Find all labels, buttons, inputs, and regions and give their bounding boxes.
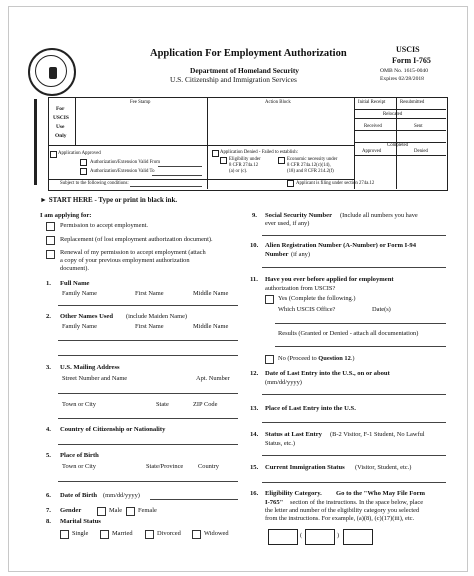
q15-label: Current Immigration Status [265, 464, 345, 471]
q16-label-c: I-765" [265, 499, 284, 506]
resubmitted-label: Resubmitted [400, 100, 425, 105]
q15-number: 15. [250, 464, 259, 471]
q7-number: 7. [46, 507, 51, 514]
filing-under-label: Applicant is filing under section 274a.12 [296, 181, 375, 186]
q2-note: (include Maiden Name) [126, 313, 188, 320]
place-of-birth-field[interactable] [58, 481, 238, 482]
male-checkbox[interactable] [97, 507, 106, 516]
category-box-1[interactable] [268, 529, 298, 545]
valid-to-checkbox[interactable] [80, 168, 87, 175]
married-label: Married [112, 530, 133, 537]
first-name-label-2: First Name [135, 323, 164, 330]
q11-label: Have you ever before applied for employment [265, 276, 394, 283]
results-label: Results (Granted or Denied - attach all documentation) [278, 330, 419, 337]
widowed-label: Widowed [204, 530, 229, 537]
q8-label: Marital Status [60, 518, 101, 525]
q16-label: Eligibility Category. [265, 490, 322, 497]
q2-label: Other Names Used [60, 313, 113, 320]
dhs-seal-icon [28, 48, 76, 96]
town-label: Town or City [62, 401, 96, 408]
q9-note-2: ever used, if any) [265, 220, 310, 227]
valid-from-label: Authorization/Extension Valid From [90, 160, 160, 165]
q3-number: 3. [46, 364, 51, 371]
q16-label-b: Go to the "Who May File Form [336, 490, 425, 497]
action-block-label: Action Block [265, 100, 291, 105]
widowed-checkbox[interactable] [192, 530, 201, 539]
q16-number: 16. [250, 490, 259, 497]
q4-label: Country of Citizenship or Nationality [60, 426, 166, 433]
q9-note: (Include all numbers you have [340, 212, 418, 219]
family-name-label-2: Family Name [62, 323, 97, 330]
category-box-3[interactable] [343, 529, 373, 545]
office-box-bar [34, 99, 37, 185]
valid-from-checkbox[interactable] [80, 159, 87, 166]
no-checkbox[interactable] [265, 355, 274, 364]
approved-label: Approved [362, 149, 382, 154]
omb-number: OMB No. 1615-0040 [380, 68, 429, 74]
female-checkbox[interactable] [126, 507, 135, 516]
q10-number: 10. [250, 242, 259, 249]
q14-note-2: Status, etc.) [265, 440, 295, 447]
replacement-label: Replacement (of lost employment authorization document). [60, 236, 213, 243]
app-denied-label: Application Denied - Failed to establish: [220, 150, 298, 155]
q4-number: 4. [46, 426, 51, 433]
completed-label: Completed [387, 143, 409, 148]
dates-label: Date(s) [372, 306, 391, 313]
q3-label: U.S. Mailing Address [60, 364, 120, 371]
ssn-field[interactable] [262, 235, 446, 236]
fee-stamp-label: Fee Stamp [130, 100, 151, 105]
app-approved-label: Application Approved [58, 151, 101, 156]
q11-number: 11. [250, 276, 258, 283]
state-province-label: State/Province [146, 463, 184, 470]
cfr-a-label: 8 CFR 274a.12 [229, 163, 259, 168]
form-page [8, 6, 468, 572]
replacement-checkbox[interactable] [46, 236, 55, 245]
which-office-label: Which USCIS Office? [278, 306, 336, 313]
office-label-4: Only [55, 133, 67, 139]
q5-label: Place of Birth [60, 452, 99, 459]
yes-label: Yes (Complete the following.) [278, 295, 356, 302]
expiration-date: Expires 02/28/2018 [380, 76, 424, 82]
male-label: Male [109, 507, 123, 514]
q14-label: Status at Last Entry [265, 431, 322, 438]
q13-number: 13. [250, 405, 259, 412]
category-close-paren: ) [337, 532, 340, 539]
q6-label: Date of Birth [60, 492, 97, 499]
birth-town-label: Town or City [62, 463, 96, 470]
citizenship-field[interactable] [58, 444, 238, 445]
office-label-2: USCIS [53, 115, 69, 121]
q1-number: 1. [46, 280, 51, 287]
agency-name: U.S. Citizenship and Immigration Services [170, 75, 297, 84]
form-title: Application For Employment Authorization [150, 48, 347, 59]
q16-line-e: the letter and number of the eligibility category you selected [265, 507, 420, 514]
q10-label-2: Number [265, 251, 289, 258]
relocated-label: Relocated [383, 112, 403, 117]
filing-under-checkbox[interactable] [287, 180, 294, 187]
received-label: Received [364, 124, 382, 129]
single-label: Single [72, 530, 89, 537]
q2-number: 2. [46, 313, 51, 320]
approved-checkbox[interactable] [50, 151, 57, 158]
single-checkbox[interactable] [60, 530, 69, 539]
street-label: Street Number and Name [62, 375, 128, 382]
start-here-label: ► START HERE - Type or print in black ink. [40, 196, 178, 204]
q8-number: 8. [46, 518, 51, 525]
no-label [278, 355, 355, 362]
status-at-entry-field[interactable] [262, 455, 446, 456]
current-status-field[interactable] [262, 482, 446, 483]
middle-name-label: Middle Name [193, 290, 229, 297]
form-agency: USCIS [396, 45, 420, 54]
yes-checkbox[interactable] [265, 295, 274, 304]
q10-label: Alien Registration Number (A-Number) or Form I-94 [265, 242, 417, 249]
q10-note: (if any) [291, 251, 310, 258]
middle-name-label-2: Middle Name [193, 323, 229, 330]
country-label: Country [198, 463, 219, 470]
valid-to-label: Authorization/Extension Valid To [90, 169, 155, 174]
sent-label: Sent [414, 124, 423, 129]
no-label-text: No (Proceed to [278, 355, 317, 362]
date-of-birth-field[interactable] [150, 499, 238, 500]
full-name-field[interactable] [58, 305, 238, 306]
economic-necessity-label: Economic necessity under [287, 157, 338, 162]
q16-line-d: section of the instructions. In the space below, place [290, 499, 424, 506]
permission-label: Permission to accept employment. [60, 222, 149, 229]
a-number-field[interactable] [262, 267, 446, 268]
q14-number: 14. [250, 431, 259, 438]
denied-label: Denied [414, 149, 428, 154]
q13-label: Place of Last Entry into the U.S. [265, 405, 356, 412]
eligibility-checkbox[interactable] [220, 157, 227, 164]
q7-label: Gender [60, 507, 82, 514]
q16-line-f: from the instructions. For example, (a)(8), (c)(17)(iii), etc. [265, 515, 415, 522]
a-or-c-label: (a) or (c). [229, 169, 248, 174]
other-names-field[interactable] [58, 340, 238, 341]
eligibility-under-label: Eligibility under [229, 157, 261, 162]
initial-receipt-label: Initial Receipt [358, 100, 386, 105]
last-entry-place-field[interactable] [262, 422, 446, 423]
apt-label: Apt. Number [196, 375, 230, 382]
cfr-c18-label: (18) and 8 CFR 214.2(f) [287, 169, 334, 174]
category-box-2[interactable] [305, 529, 335, 545]
married-checkbox[interactable] [100, 530, 109, 539]
department-name: Department of Homeland Security [190, 66, 299, 75]
economic-checkbox[interactable] [278, 157, 285, 164]
permission-checkbox[interactable] [46, 222, 55, 231]
q1-label: Full Name [60, 280, 90, 287]
results-field[interactable] [275, 346, 446, 347]
divorced-label: Divorced [157, 530, 181, 537]
renewal-label-2: a copy of your previous employment authorization [60, 257, 190, 264]
street-field[interactable] [58, 393, 238, 394]
no-label-end: .) [350, 355, 355, 362]
q12-number: 12. [250, 370, 259, 377]
last-entry-date-field[interactable] [262, 394, 446, 395]
q9-label: Social Security Number [265, 212, 333, 219]
start-here-text: START HERE - Type or print in black ink. [48, 196, 178, 204]
state-label: State [156, 401, 169, 408]
form-number: Form I-765 [392, 56, 431, 65]
cfr-c14-label: 8 CFR 274a.12(c)(14), [287, 163, 331, 168]
renewal-checkbox[interactable] [46, 250, 55, 259]
office-label-3: Use [56, 124, 65, 130]
conditions-label: Subject to the following conditions: [60, 181, 129, 186]
q9-number: 9. [252, 212, 257, 219]
denied-checkbox[interactable] [212, 150, 219, 157]
city-state-zip-field[interactable] [58, 418, 238, 419]
q6-number: 6. [46, 492, 51, 499]
zip-label: ZIP Code [193, 401, 218, 408]
q15-note: (Visitor, Student, etc.) [355, 464, 412, 471]
q12-format: (mm/dd/yyyy) [265, 379, 302, 386]
renewal-label-1: Renewal of my permission to accept employment (attach [60, 249, 206, 256]
q12-label: Date of Last Entry into the U.S., on or about [265, 370, 390, 377]
q11-label-2: authorization from USCIS? [265, 285, 336, 292]
family-name-label: Family Name [62, 290, 97, 297]
other-names-field-2[interactable] [58, 355, 238, 356]
q6-format: (mm/dd/yyyy) [103, 492, 140, 499]
divorced-checkbox[interactable] [145, 530, 154, 539]
q5-number: 5. [46, 452, 51, 459]
applying-for-label: I am applying for: [40, 212, 92, 219]
no-label-question: Question 12 [318, 355, 351, 362]
first-name-label: First Name [135, 290, 164, 297]
category-open-paren: ( [300, 532, 303, 539]
office-label-1: For [56, 106, 65, 112]
q14-note: (B-2 Visitor, F-1 Student, No Lawful [330, 431, 425, 438]
office-field[interactable] [275, 323, 446, 324]
female-label: Female [138, 507, 157, 514]
renewal-label-3: document). [60, 265, 89, 272]
